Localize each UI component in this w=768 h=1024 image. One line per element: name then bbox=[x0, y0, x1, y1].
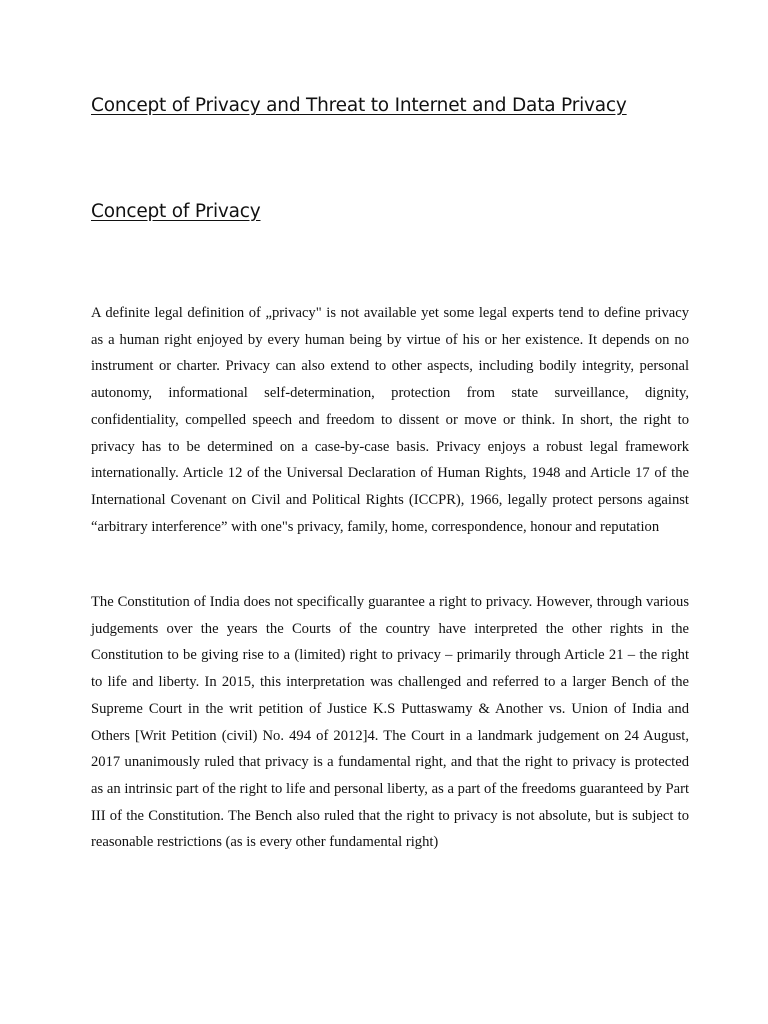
section-heading-concept-of-privacy: Concept of Privacy bbox=[91, 201, 261, 222]
paragraph-constitution-of-india: The Constitution of India does not specifically guarantee a right to privacy. However, through various judgements over the years the Courts of the country have interpreted the other rights in the Constitution to be giving rise to a (limited) right to privacy – primarily through Article 21 – the right to life and liberty. In 2015, this interpretation was challenged and referred to a larger Bench of the Supreme Court in the writ petition of Justice K.S Puttaswamy & Another vs. Union of India and Others [Writ Petition (civil) No. 494 of 2012]4. The Court in a landmark judgement on 24 August, 2017 unanimously ruled that privacy is a fundamental right, and that the right to privacy is protected as an intrinsic part of the right to life and personal liberty, as a part of the freedoms guaranteed by Part III of the Constitution. The Bench also ruled that the right to privacy is not absolute, but is subject to reasonable restrictions (as is every other fundamental right) bbox=[91, 594, 689, 851]
paragraph-definition-of-privacy: A definite legal definition of „privacy" is not available yet some legal experts tend to define privacy as a human right enjoyed by every human being by virtue of his or her existence. It depends on no instrument or charter. Privacy can also extend to other aspects, including bodily integrity, personal autonomy, informational self-determination, protection from state surveillance, dignity, confidentiality, compelled speech and freedom to dissent or move or think. In short, the right to privacy has to be determined on a case-by-case basis. Privacy enjoys a robust legal framework internationally. Article 12 of the Universal Declaration of Human Rights, 1948 and Article 17 of the International Covenant on Civil and Political Rights (ICCPR), 1966, legally protect persons against “arbitrary interference” with one"s privacy, family, home, correspondence, honour and reputation bbox=[91, 305, 689, 535]
document-title: Concept of Privacy and Threat to Internet and Data Privacy bbox=[91, 95, 627, 116]
